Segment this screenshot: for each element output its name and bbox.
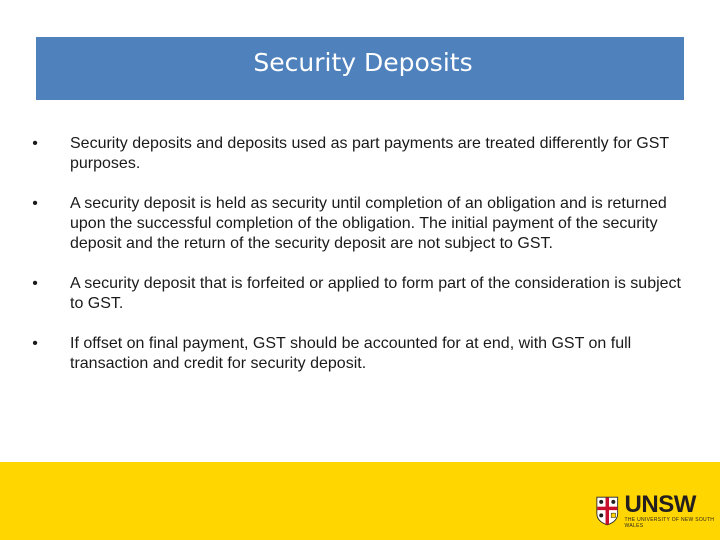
bullet-item <box>30 134 690 174</box>
bullet-marker: • <box>32 135 38 152</box>
bullet-marker: • <box>32 195 38 212</box>
unsw-logo <box>596 491 720 529</box>
bullet-text: A security deposit that is forfeited or applied to form part of the consideration is subject to GST. <box>70 275 681 312</box>
slide-title: Security Deposits <box>253 48 473 77</box>
bullet-list <box>30 134 690 394</box>
bullet-text: A security deposit is held as security until completion of an obligation and is returned upon the successful completion of the obligation. The initial payment of the security deposit and the return of the security deposit are not subject to GST. <box>70 195 667 252</box>
logo-text <box>625 493 720 529</box>
bullet-item <box>30 194 690 254</box>
logo-wordmark: UNSW <box>624 491 696 518</box>
title-bar <box>36 37 684 100</box>
bullet-marker: • <box>32 335 38 352</box>
bullet-item <box>30 274 690 314</box>
unsw-crest-icon <box>596 494 619 528</box>
bullet-item <box>30 334 690 374</box>
logo-subtitle: THE UNIVERSITY OF NEW SOUTH WALES <box>624 517 715 529</box>
bullet-text: If offset on final payment, GST should be accounted for at end, with GST on full transaction and credit for security deposit. <box>70 335 632 372</box>
bullet-marker: • <box>32 275 38 292</box>
bullet-text: Security deposits and deposits used as part payments are treated differently for GST purposes. <box>70 135 669 172</box>
